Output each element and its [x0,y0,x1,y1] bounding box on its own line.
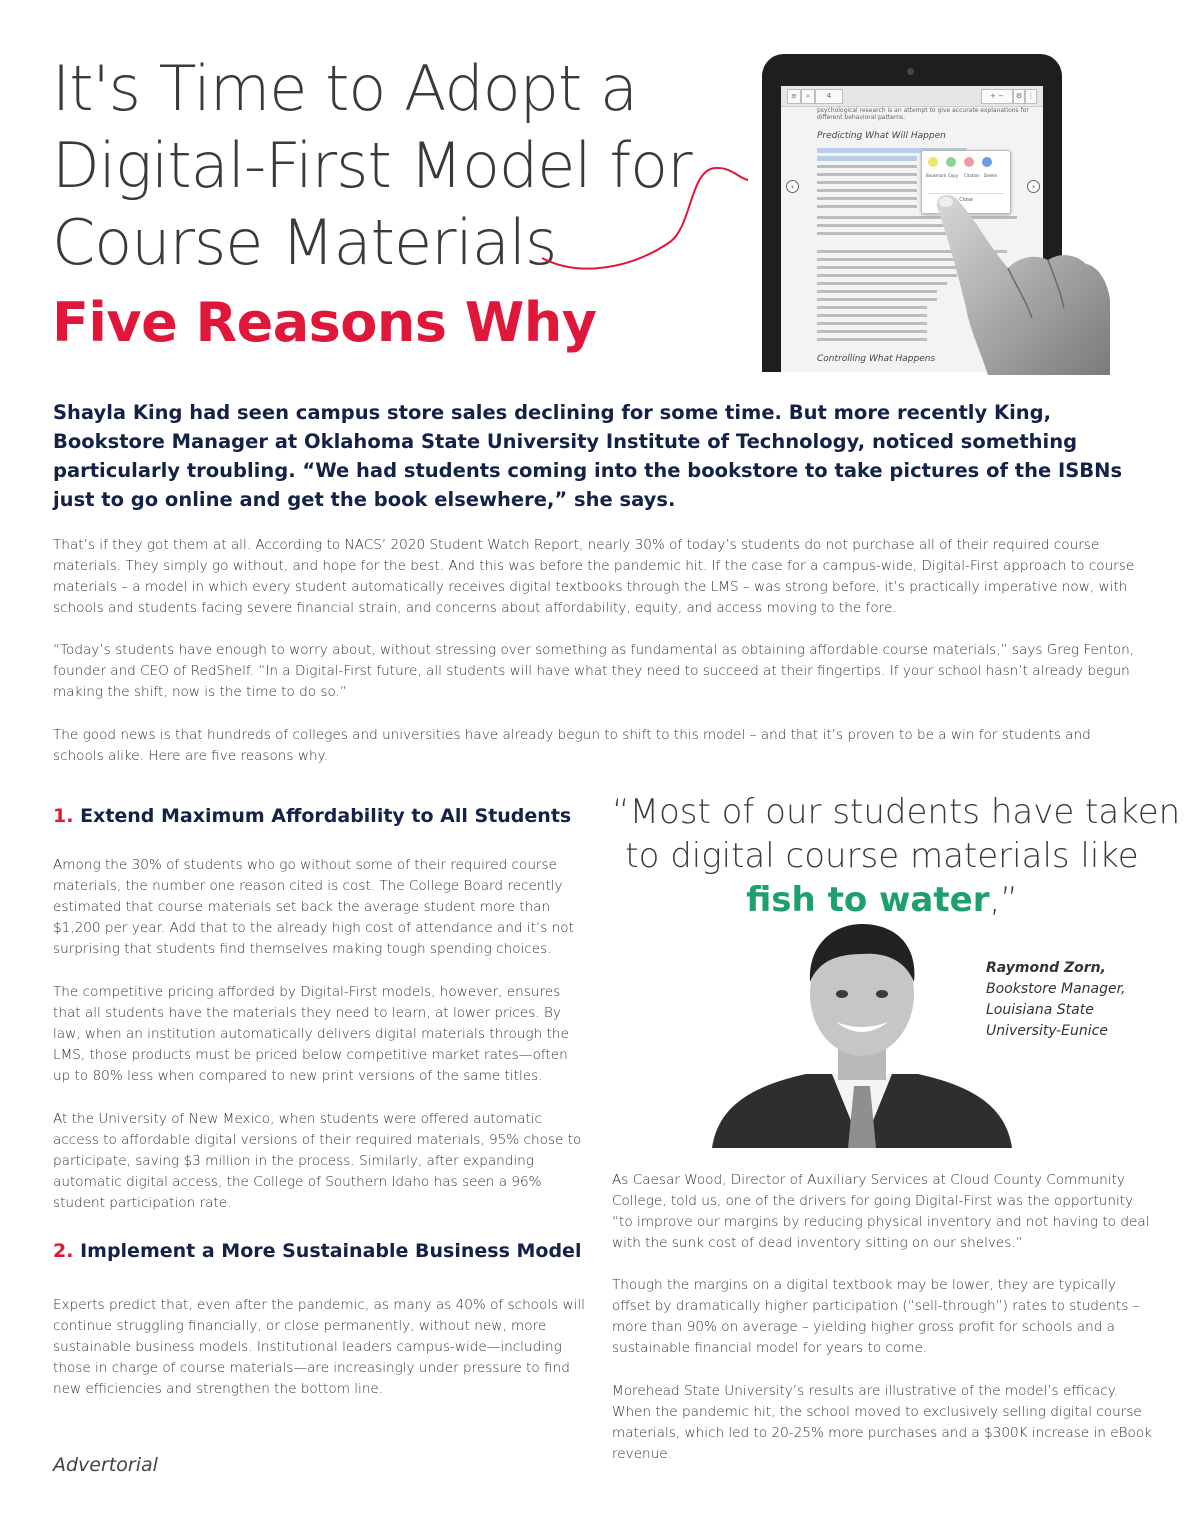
intro-paragraph: The good news is that hundreds of colleges and universities have already begun to shift to this model – and that it’s proven to be a win for students and schools alike. Here are five reasons why. [53,727,1091,764]
zoom-icon: + − [981,89,1013,104]
screen-text-line [817,306,927,309]
section-paragraph: At the University of New Mexico, when students were offered automatic access to affordable digital versions of their required materials, 95% chose to participate, saving $3 million in the process. Similarly, after expanding automatic digital access, the College of Southern Idaho has seen a 96% student participation rate. [53,1111,582,1211]
advertorial-label: Advertorial [53,1454,158,1476]
portrait-photo [712,918,1012,1148]
decorative-squiggle [520,150,750,280]
section-heading [53,1240,588,1262]
screen-text-line [817,298,937,301]
pointing-hand-illustration [930,190,1110,375]
right-paragraph: As Caesar Wood, Director of Auxiliary Services at Cloud County Community College, told us, one of the drivers for going Digital-First was the opportunity “to improve our margins by reducing physical inventory and not having to deal with the sunk cost of dead inventory sitting on our shelves.” [612,1172,1150,1251]
attribution-title: Bookstore Manager, [986,981,1126,997]
quote-end: ,” [989,880,1018,920]
highlight-color-dot [964,157,974,167]
section-paragraph: Among the 30% of students who go without some of their required course materials, the number one reason cited is cost. The College Board recently estimated that course materials set back the average student more than $1,200 per year. Add that to the already high cost of attendance and it’s not surprising that students find themselves making tough spending choices. [53,857,574,957]
tablet-camera [907,68,914,75]
screen-heading: Predicting What Will Happen [817,131,946,141]
popup-actions [926,173,1006,187]
screen-text-line [817,322,927,325]
section-number: 2. [53,1240,74,1262]
quote-line: “Most of our students have taken [612,792,1181,832]
chevron-right-icon: › [1027,180,1040,193]
right-paragraph: Though the margins on a digital textbook may be lower, they are typically offset by dramatically higher participation (“sell-through”) rates to students – more than 90% on average – yielding higher gross profit for schools and a sustainable financial model for years to come. [612,1277,1140,1356]
quote-highlight: fish to water [746,880,990,920]
page-number: 4 [815,89,843,104]
popup-close: Close [928,193,1004,206]
highlight-color-dot [946,157,956,167]
screen-text: different behavioral patterns. [817,114,906,121]
screen-text-line [817,205,917,208]
screen-text-line [817,165,917,168]
popup-action: Copy [948,173,959,178]
attribution-title: University-Eunice [986,1023,1108,1039]
highlighted-text [817,156,917,161]
lead-paragraph: Shayla King had seen campus store sales declining for some time. But more recently King, Bookstore Manager at Oklahoma State University Institute of Technology, noticed something particularly troubling. “We had students coming into the bookstore to take pictures of the ISBNs just to go online and get the book elsewhere,” she says. [53,401,1123,511]
popup-action: Delete [984,173,998,178]
more-icon: ⋮ [1025,89,1037,104]
section-heading [53,805,588,827]
screen-text-line [817,338,927,341]
menu-icon: ≡ [787,89,801,104]
subtitle: Five Reasons Why [52,291,597,354]
screen-text-line [817,330,927,333]
section-title: Implement a More Sustainable Business Model [80,1240,582,1262]
popup-action: Citation [964,173,980,178]
right-paragraph: Morehead State University’s results are illustrative of the model’s efficacy. When the pandemic hit, the school moved to exclusively selling digital course materials, which led to 20-25% more purchases and a $300K increase in eBook revenue. [612,1383,1152,1462]
intro-paragraph: That’s if they got them at all. According to NACS’ 2020 Student Watch Report, nearly 30% of today’s students do not purchase all of their required course materials. They simply go without, and hope for the best. And this was before the pandemic hit. If the case for a campus-wide, Digital-First approach to course materials – a model in which every student automatically receives digital textbooks through the LMS – was strong before, it’s practically imperative now, with schools and students facing severe financial strain, and concerns about affordability, equity, and access moving to the fore. [53,537,1135,616]
section-title: Extend Maximum Affordability to All Students [80,805,572,827]
reader-toolbar [781,86,1043,107]
search-icon: ⌕ [801,89,815,104]
intro-paragraph: “Today’s students have enough to worry about, without stressing over something as fundamental as obtaining affordable course materials,” says Greg Fenton, founder and CEO of RedShelf. “In a Digital-First future, all students will have what they need to succeed at their fingertips. If your school hasn’t already begun making the shift, now is the time to do so.” [53,642,1135,700]
screen-heading: Controlling What Happens [817,354,936,364]
pull-quote [612,790,1181,922]
attribution-name: Raymond Zorn, [986,960,1106,976]
gear-icon: ⚙ [1013,89,1025,104]
quote-line [612,878,1152,922]
screen-text-line [817,314,927,317]
popup-action: Bookmark [926,173,947,178]
screen-text-line [817,290,937,293]
quote-attribution [986,958,1166,1042]
screen-text-line [817,197,917,200]
screen-text-line [817,189,917,192]
screen-text: psychological research is an attempt to give accurate explanations for [817,107,1029,114]
chevron-left-icon: ‹ [786,180,799,193]
highlight-color-dot [928,157,938,167]
screen-text-line [817,181,917,184]
section-paragraph: Experts predict that, even after the pandemic, as many as 40% of schools will continue struggling financially, or close permanently, without new, more sustainable business models. Institutional leaders campus-wide—including those in charge of course materials—are increasingly under pressure to find new efficiencies and strengthen the bottom line. [53,1297,585,1397]
highlight-color-dot [982,157,992,167]
title-line: Course Materials [52,206,557,279]
title-line: Digital-First Model for [52,129,692,202]
section-paragraph: The competitive pricing afforded by Digital-First models, however, ensures that all students have the materials they need to learn, at lower prices. By law, when an institution automatically delivers digital materials through the LMS, those products must be priced below competitive market rates—often up to 80% less when compared to new print versions of the same titles. [53,984,569,1084]
quote-line: to digital course materials like [625,836,1139,876]
title-line: It's Time to Adopt a [52,52,638,125]
screen-text-line [817,282,947,285]
attribution-title: Louisiana State [986,1002,1094,1018]
screen-text-line [817,173,917,176]
section-number: 1. [53,805,74,827]
